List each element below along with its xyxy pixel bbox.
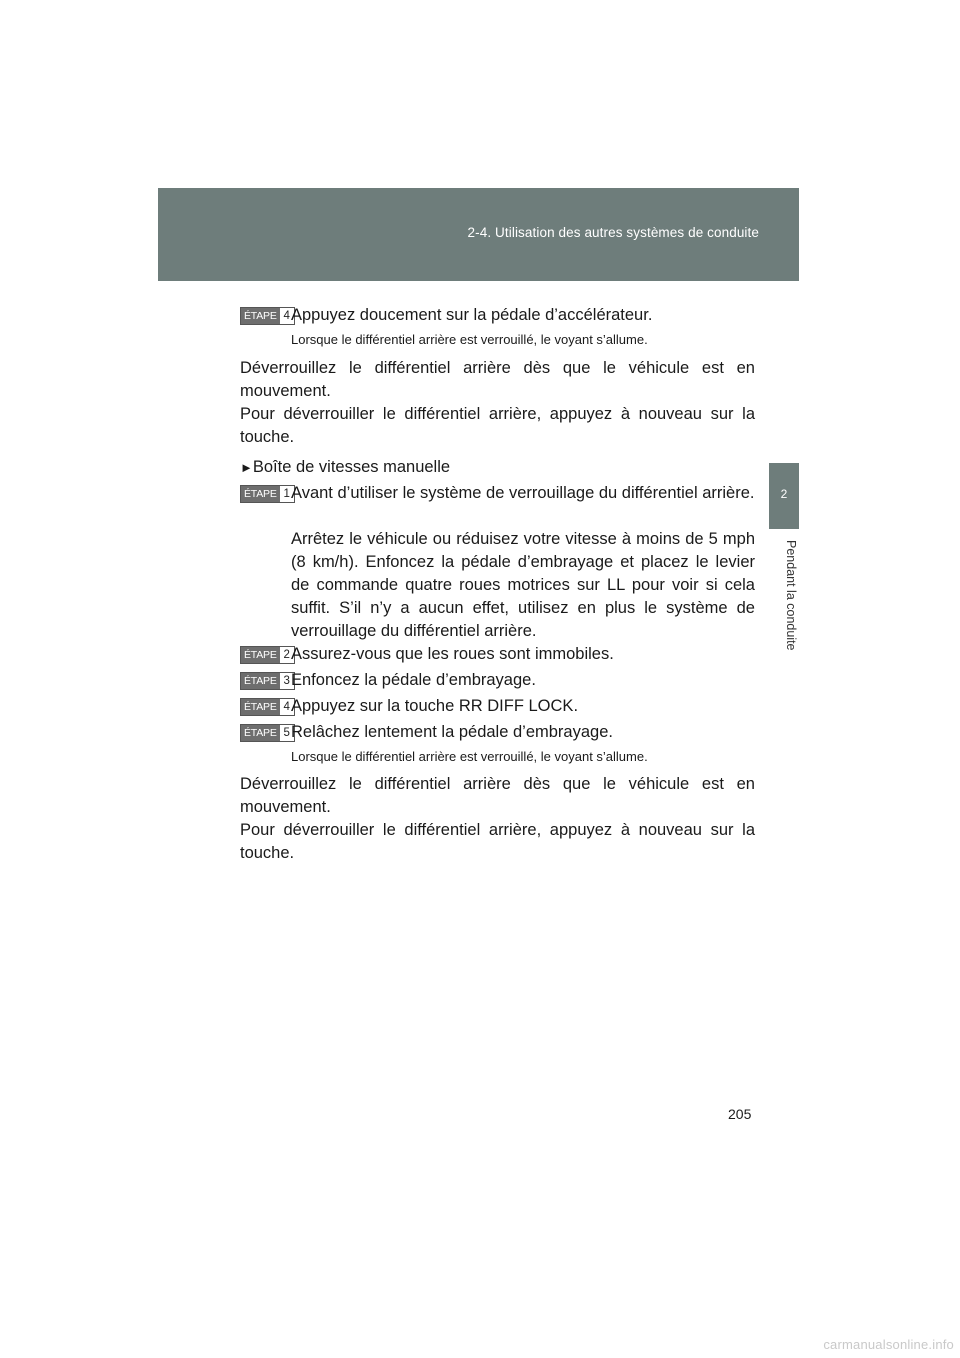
step-badge <box>240 698 295 716</box>
watermark: carmanualsonline.info <box>823 1337 954 1352</box>
step-badge <box>240 672 295 690</box>
step-badge-number: 3 <box>280 673 294 689</box>
step-badge <box>240 307 295 325</box>
chapter-tab <box>769 463 799 529</box>
step-badge <box>240 646 295 664</box>
step-2-wheels <box>240 643 755 667</box>
step-badge-word: ÉTAPE <box>244 727 277 739</box>
step-badge-word: ÉTAPE <box>244 488 277 500</box>
triangle-right-icon: ► <box>240 460 253 475</box>
chapter-tab-number: 2 <box>780 487 788 501</box>
step-badge-word: ÉTAPE <box>244 701 277 713</box>
step-badge-word: ÉTAPE <box>244 649 277 661</box>
step-badge <box>240 485 295 503</box>
step-text: Assurez-vous que les roues sont immobiles. <box>291 645 614 663</box>
step-3-clutch <box>240 669 755 693</box>
step-text: Relâchez lentement la pédale d’embrayage. <box>291 723 613 741</box>
step-text: Appuyez doucement sur la pédale d’accélérateur. <box>291 306 653 324</box>
unlock-instruction-paragraph: Pour déverrouiller le différentiel arrière, appuyez à nouveau sur la touche. <box>240 821 755 862</box>
step-badge-number: 5 <box>280 725 294 741</box>
step-text: Enfoncez la pédale d’embrayage. <box>291 671 536 689</box>
step-badge <box>240 724 295 742</box>
chapter-tab-label: Pendant la conduite <box>784 540 798 651</box>
step-badge-word: ÉTAPE <box>244 310 277 322</box>
page-number: 205 <box>728 1106 752 1122</box>
step-badge-number: 4 <box>280 308 294 324</box>
step-1-text: Avant d’utiliser le système de verrouillage du différentiel arrière. <box>291 484 755 502</box>
manual-transmission-heading <box>240 456 450 479</box>
unlock-paragraph: Déverrouillez le différentiel arrière dès que le véhicule est en mouvement. <box>240 775 755 816</box>
step-1-detail: Arrêtez le véhicule ou réduisez votre vitesse à moins de 5 mph (8 km/h). Enfoncez la pédale d’embrayage et placez le levier de commande quatre roues motrices sur LL pour voir si cela suffit. S’il n’y a aucun effet, utilisez en plus le système de verrouillage du différentiel arrière. <box>291 530 755 641</box>
unlock-paragraph: Déverrouillez le différentiel arrière dès que le véhicule est en mouvement. <box>240 359 755 400</box>
chapter-header-band <box>158 188 799 281</box>
step-badge-number: 2 <box>280 647 294 663</box>
step-badge-word: ÉTAPE <box>244 675 277 687</box>
unlock-instruction-paragraph: Pour déverrouiller le différentiel arrière, appuyez à nouveau sur la touche. <box>240 405 755 446</box>
indicator-note: Lorsque le différentiel arrière est verrouillé, le voyant s’allume. <box>291 749 648 764</box>
step-4-button <box>240 695 755 719</box>
heading-text: Boîte de vitesses manuelle <box>252 458 451 476</box>
indicator-note: Lorsque le différentiel arrière est verrouillé, le voyant s’allume. <box>291 332 648 347</box>
step-badge-number: 4 <box>280 699 294 715</box>
step-badge-number: 1 <box>280 486 294 502</box>
chapter-title: 2-4. Utilisation des autres systèmes de conduite <box>467 225 759 240</box>
step-5-release-clutch <box>240 721 755 745</box>
step-4-accelerator <box>240 304 755 328</box>
step-text: Appuyez sur la touche RR DIFF LOCK. <box>291 697 579 715</box>
